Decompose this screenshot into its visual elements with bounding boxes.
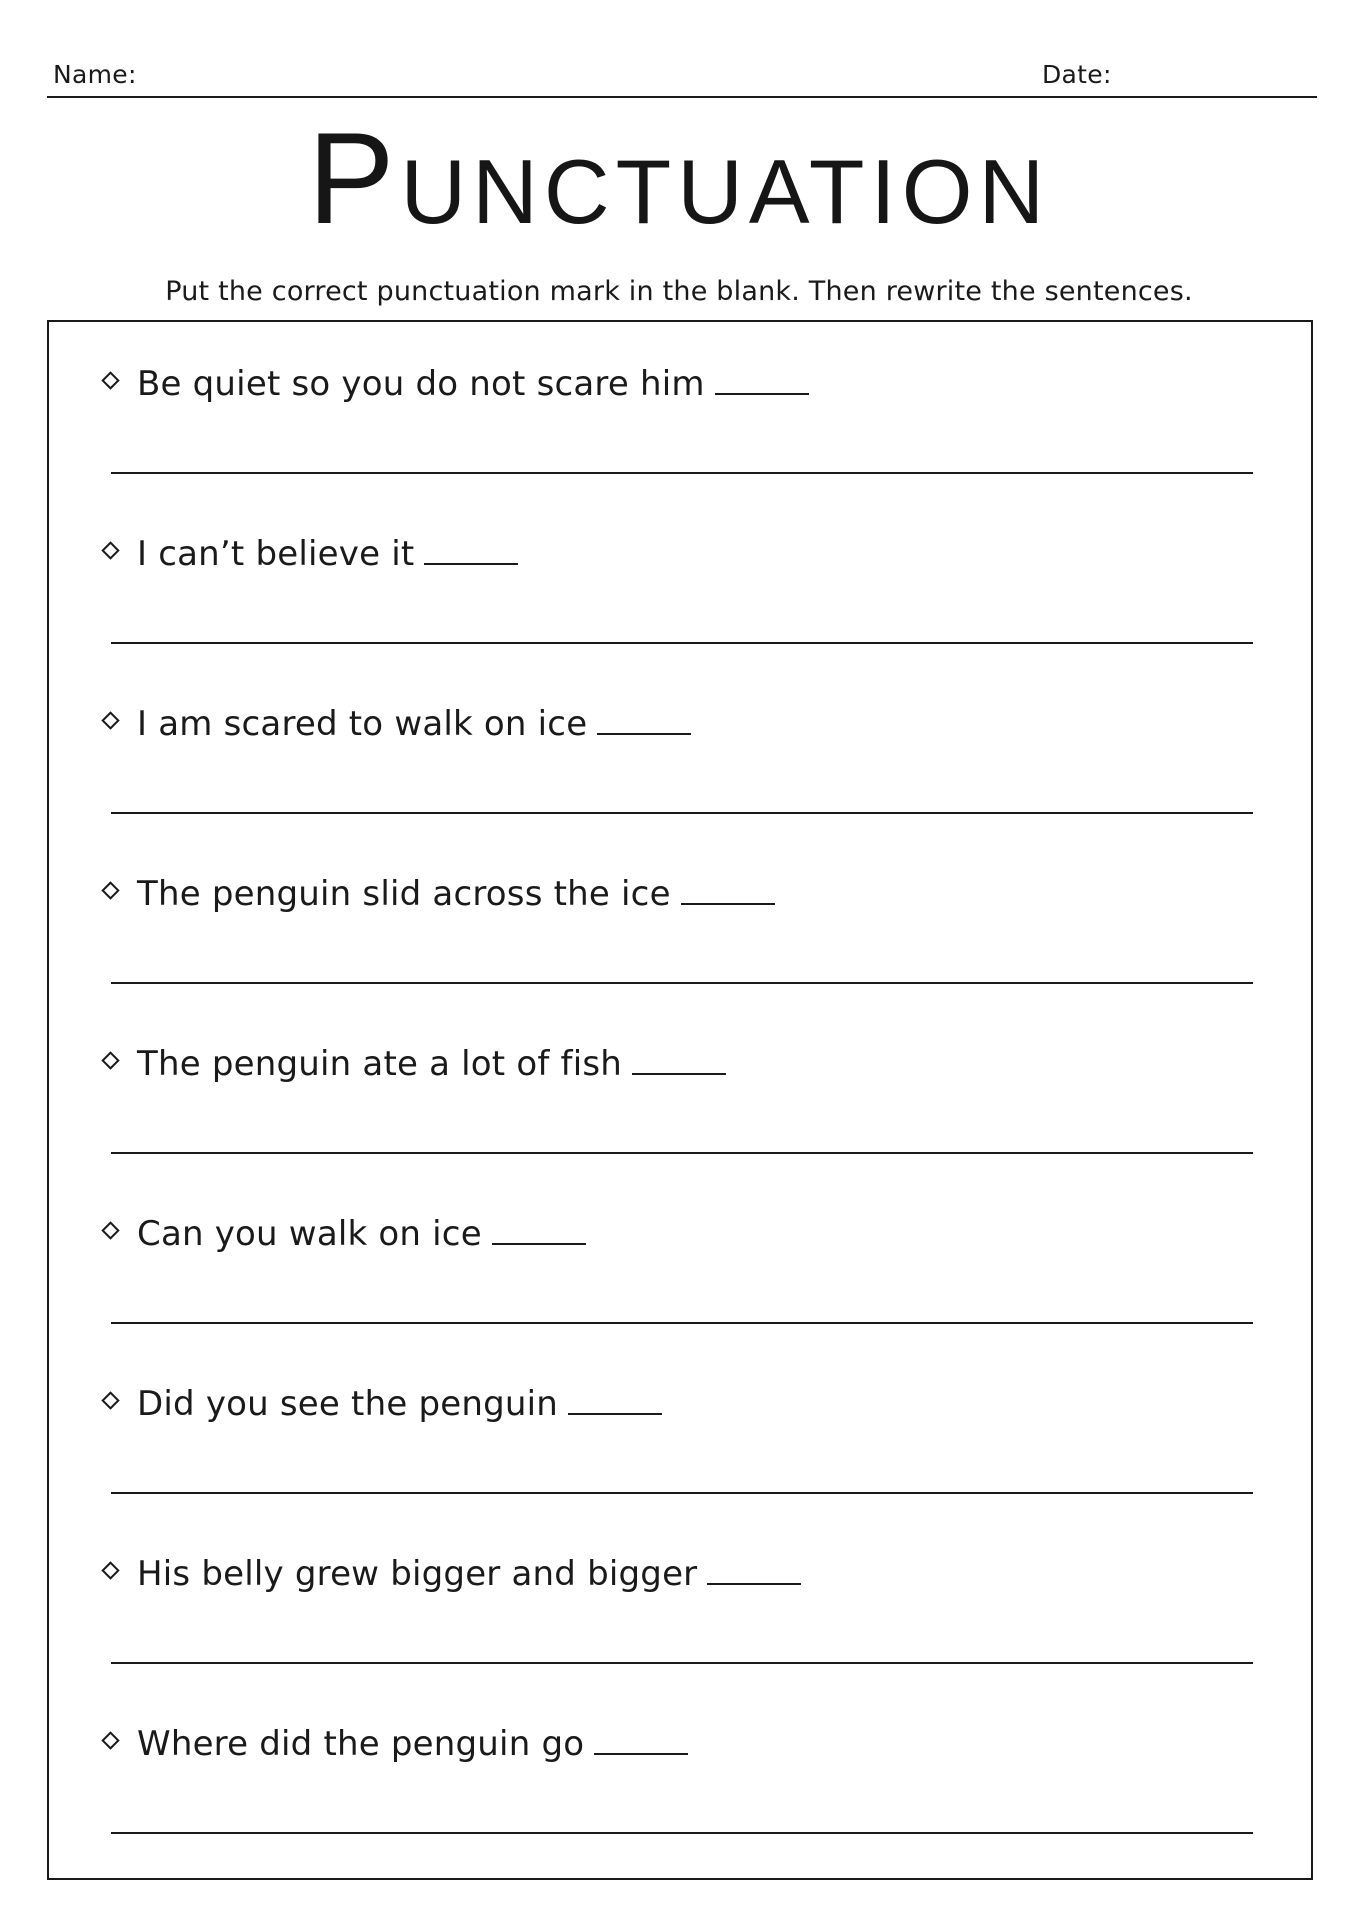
exercise-item bbox=[49, 1342, 1311, 1512]
sentence-text: I can’t believe it bbox=[137, 534, 415, 574]
exercise-item bbox=[49, 1002, 1311, 1172]
punctuation-blank[interactable] bbox=[707, 1583, 801, 1585]
exercise-item bbox=[49, 492, 1311, 662]
punctuation-blank[interactable] bbox=[492, 1243, 586, 1245]
rewrite-line[interactable] bbox=[111, 1322, 1253, 1324]
punctuation-blank[interactable] bbox=[568, 1413, 662, 1415]
header-bar bbox=[47, 40, 1317, 98]
rewrite-line[interactable] bbox=[111, 1832, 1253, 1834]
rewrite-line[interactable] bbox=[111, 472, 1253, 474]
rewrite-line[interactable] bbox=[111, 1492, 1253, 1494]
rewrite-line[interactable] bbox=[111, 982, 1253, 984]
sentence-text: His belly grew bigger and bigger bbox=[137, 1554, 698, 1594]
rewrite-line[interactable] bbox=[111, 1662, 1253, 1664]
exercise-item bbox=[49, 832, 1311, 1002]
diamond-outline-icon bbox=[101, 1221, 119, 1239]
diamond-outline-icon bbox=[101, 1391, 119, 1409]
sentence bbox=[137, 872, 775, 916]
exercise-item bbox=[49, 322, 1311, 492]
exercise-item bbox=[49, 1682, 1311, 1852]
sentence bbox=[137, 1042, 726, 1086]
name-label: Name: bbox=[53, 60, 137, 89]
exercise-box bbox=[47, 320, 1313, 1880]
rewrite-line[interactable] bbox=[111, 812, 1253, 814]
rewrite-line[interactable] bbox=[111, 1152, 1253, 1154]
rewrite-line[interactable] bbox=[111, 642, 1253, 644]
sentence bbox=[137, 532, 518, 576]
sentence-text: Be quiet so you do not scare him bbox=[137, 364, 705, 404]
sentence-text: Where did the penguin go bbox=[137, 1724, 585, 1764]
punctuation-blank[interactable] bbox=[632, 1073, 726, 1075]
page-title: Punctuation bbox=[307, 105, 1051, 251]
sentence-text: The penguin slid across the ice bbox=[137, 874, 671, 914]
date-label: Date: bbox=[1042, 60, 1112, 89]
instructions: Put the correct punctuation mark in the blank. Then rewrite the sentences. bbox=[165, 276, 1193, 307]
sentence bbox=[137, 1212, 586, 1256]
sentence-text: Did you see the penguin bbox=[137, 1384, 559, 1424]
sentence bbox=[137, 1382, 662, 1426]
diamond-outline-icon bbox=[101, 881, 119, 899]
punctuation-blank[interactable] bbox=[424, 563, 518, 565]
punctuation-blank[interactable] bbox=[597, 733, 691, 735]
sentence-text: The penguin ate a lot of fish bbox=[137, 1044, 623, 1084]
diamond-outline-icon bbox=[101, 1561, 119, 1579]
diamond-outline-icon bbox=[101, 541, 119, 559]
sentence-text: I am scared to walk on ice bbox=[137, 704, 588, 744]
exercise-item bbox=[49, 1512, 1311, 1682]
diamond-outline-icon bbox=[101, 711, 119, 729]
sentence bbox=[137, 702, 691, 746]
sentence bbox=[137, 362, 809, 406]
punctuation-blank[interactable] bbox=[681, 903, 775, 905]
exercise-item bbox=[49, 662, 1311, 832]
punctuation-blank[interactable] bbox=[715, 393, 809, 395]
diamond-outline-icon bbox=[101, 371, 119, 389]
sentence-text: Can you walk on ice bbox=[137, 1214, 482, 1254]
sentence bbox=[137, 1552, 801, 1596]
diamond-outline-icon bbox=[101, 1731, 119, 1749]
diamond-outline-icon bbox=[101, 1051, 119, 1069]
sentence bbox=[137, 1722, 688, 1766]
exercise-item bbox=[49, 1172, 1311, 1342]
punctuation-blank[interactable] bbox=[594, 1753, 688, 1755]
